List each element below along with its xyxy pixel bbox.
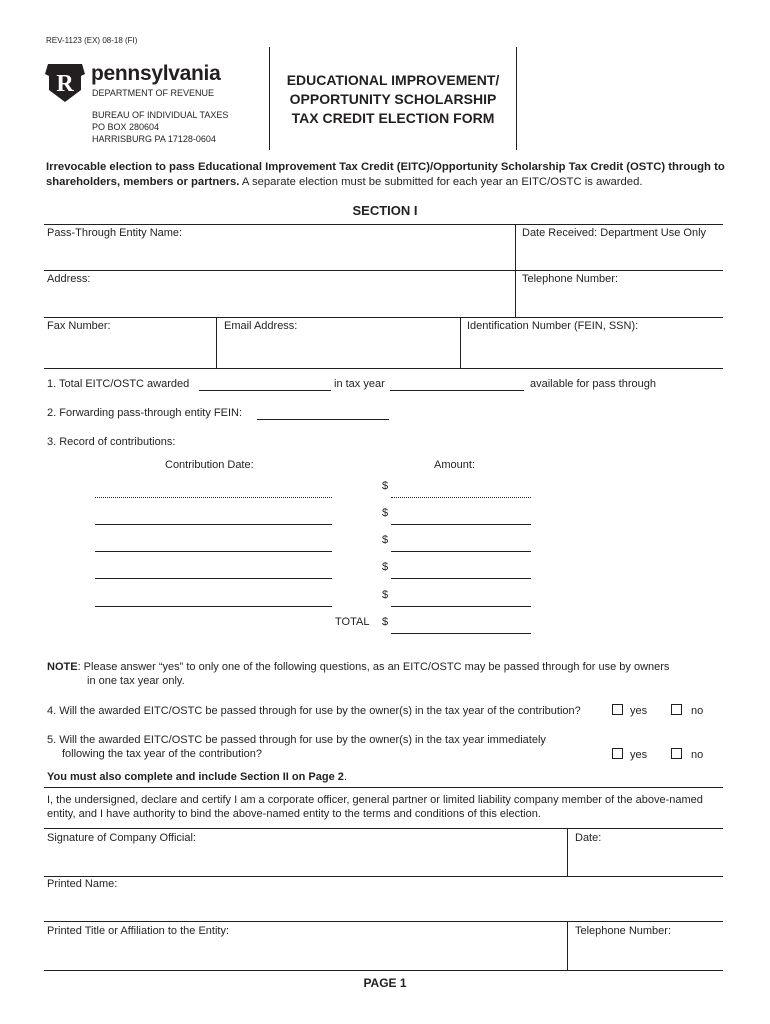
- note-bold: NOTE: [47, 661, 78, 673]
- question-5-text-cont: following the tax year of the contribution?: [62, 748, 262, 760]
- forwarding-fein-input[interactable]: [257, 419, 389, 420]
- question-5-no-checkbox[interactable]: [671, 748, 682, 759]
- amount-header: Amount:: [434, 459, 475, 471]
- telephone-label: Telephone Number:: [522, 273, 619, 285]
- amount-dollar-sign: $: [382, 480, 389, 492]
- line3-label: 3. Record of contributions:: [47, 436, 176, 448]
- amount-dollar-sign: $: [382, 589, 389, 601]
- form-code: REV-1123 (EX) 08-18 (FI): [46, 36, 138, 45]
- amount-4-input[interactable]: [391, 578, 531, 579]
- contribution-date-header: Contribution Date:: [165, 459, 254, 471]
- eitc-amount-input[interactable]: [199, 390, 331, 391]
- agency-address-2: PO BOX 280604: [92, 122, 160, 132]
- amount-5-input[interactable]: [391, 606, 531, 607]
- section2-notice-period: .: [343, 771, 347, 783]
- note-text: [47, 660, 737, 675]
- question-4-yes-label: yes: [630, 705, 648, 717]
- amount-dollar-sign: $: [382, 534, 389, 546]
- email-field[interactable]: [217, 318, 459, 367]
- certify-top-rule: [44, 787, 723, 788]
- amount-2-input[interactable]: [391, 524, 531, 525]
- contribution-date-5-input[interactable]: [95, 606, 332, 607]
- form-title-line-1: EDUCATIONAL IMPROVEMENT/: [286, 72, 500, 88]
- printed-name-field[interactable]: [44, 877, 723, 920]
- table-bottom-rule: [44, 368, 723, 369]
- printed-title-field[interactable]: [44, 922, 566, 969]
- form-title-line-2: OPPORTUNITY SCHOLARSHIP: [289, 91, 497, 107]
- tax-year-input[interactable]: [390, 390, 524, 391]
- agency-address-3: HARRISBURG PA 17128-0604: [92, 134, 216, 144]
- form-title-line-3: TAX CREDIT ELECTION FORM: [291, 110, 495, 126]
- printed-title-label: Printed Title or Affiliation to the Entity:: [47, 925, 230, 937]
- contribution-date-2-input[interactable]: [95, 524, 332, 525]
- amount-1-input[interactable]: [391, 497, 531, 498]
- amount-dollar-sign: $: [382, 616, 389, 628]
- intro-bold: Irrevocable election to pass Educational Improvement Tax Credit (EITC)/Opportunity Scholarship Tax Credit (OSTC) through to shareholders, members or partners.: [46, 161, 725, 188]
- total-amount-input[interactable]: [391, 633, 531, 634]
- note-body: : Please answer “yes” to only one of the following questions, as an EITC/OSTC may be passed through for use by owners: [77, 661, 670, 673]
- id-number-label: Identification Number (FEIN, SSN):: [467, 320, 639, 332]
- logo-letter: R: [56, 71, 74, 97]
- certify-line-1: I, the undersigned, declare and certify I am a corporate officer, general partner or limited liability company member of the above-named: [47, 794, 703, 806]
- certify-line-2: entity, and I have authority to bind the above-named entity to the terms and conditions of this election.: [47, 808, 541, 820]
- fax-field[interactable]: [44, 318, 215, 367]
- entity-name-label: Pass-Through Entity Name:: [47, 227, 183, 239]
- address-label: Address:: [47, 273, 91, 285]
- address-field[interactable]: [44, 271, 514, 316]
- question-4-text: 4. Will the awarded EITC/OSTC be passed through for use by the owner(s) in the tax year of the contribution?: [47, 705, 581, 717]
- date-received-field[interactable]: [516, 225, 723, 269]
- agency-address-1: BUREAU OF INDIVIDUAL TAXES: [92, 110, 229, 120]
- question-4-no-label: no: [691, 705, 704, 717]
- line1-middle: in tax year: [334, 378, 385, 390]
- line2-label: 2. Forwarding pass-through entity FEIN:: [47, 407, 243, 419]
- fax-label: Fax Number:: [47, 320, 111, 332]
- signature-telephone-field[interactable]: [568, 922, 723, 969]
- question-5-yes-label: yes: [630, 749, 648, 761]
- title-divider-right: [516, 47, 517, 150]
- date-received-label: Date Received: Department Use Only: [522, 227, 707, 239]
- agency-department: DEPARTMENT OF REVENUE: [92, 88, 215, 98]
- line1-suffix: available for pass through: [530, 378, 656, 390]
- entity-name-field[interactable]: [44, 225, 514, 269]
- amount-3-input[interactable]: [391, 551, 531, 552]
- amount-dollar-sign: $: [382, 507, 389, 519]
- question-4-no-checkbox[interactable]: [671, 704, 682, 715]
- id-number-field[interactable]: [461, 318, 723, 367]
- page-label: PAGE 1: [363, 976, 407, 990]
- section-heading: SECTION I: [352, 203, 418, 218]
- note-continuation: in one tax year only.: [87, 675, 185, 687]
- intro-text: [46, 160, 726, 190]
- question-5-text: 5. Will the awarded EITC/OSTC be passed through for use by the owner(s) in the tax year immediately: [47, 734, 546, 746]
- signature-label: Signature of Company Official:: [47, 832, 196, 844]
- email-label: Email Address:: [224, 320, 298, 332]
- section2-notice: [47, 771, 347, 783]
- line1-prefix: 1. Total EITC/OSTC awarded: [47, 378, 190, 390]
- question-5-no-label: no: [691, 749, 704, 761]
- amount-dollar-sign: $: [382, 561, 389, 573]
- certify-text: [47, 793, 737, 821]
- keystone-logo-icon: [44, 62, 86, 104]
- signature-bottom-rule: [44, 970, 723, 971]
- signature-date-field[interactable]: [568, 829, 723, 875]
- contribution-date-1-input[interactable]: [95, 497, 332, 498]
- telephone-field[interactable]: [516, 271, 723, 316]
- total-label: TOTAL: [335, 616, 370, 628]
- contribution-date-4-input[interactable]: [95, 578, 332, 579]
- signature-date-label: Date:: [575, 832, 602, 844]
- printed-name-label: Printed Name:: [47, 878, 118, 890]
- contribution-date-3-input[interactable]: [95, 551, 332, 552]
- form-title: [270, 71, 516, 128]
- signature-field[interactable]: [44, 829, 566, 875]
- question-4-yes-checkbox[interactable]: [612, 704, 623, 715]
- question-5-yes-checkbox[interactable]: [612, 748, 623, 759]
- intro-normal: A separate election must be submitted for each year an EITC/OSTC is awarded.: [241, 176, 643, 188]
- agency-state: pennsylvania: [91, 62, 221, 85]
- section2-notice-bold: You must also complete and include Section II on Page 2: [47, 771, 344, 783]
- signature-telephone-label: Telephone Number:: [575, 925, 672, 937]
